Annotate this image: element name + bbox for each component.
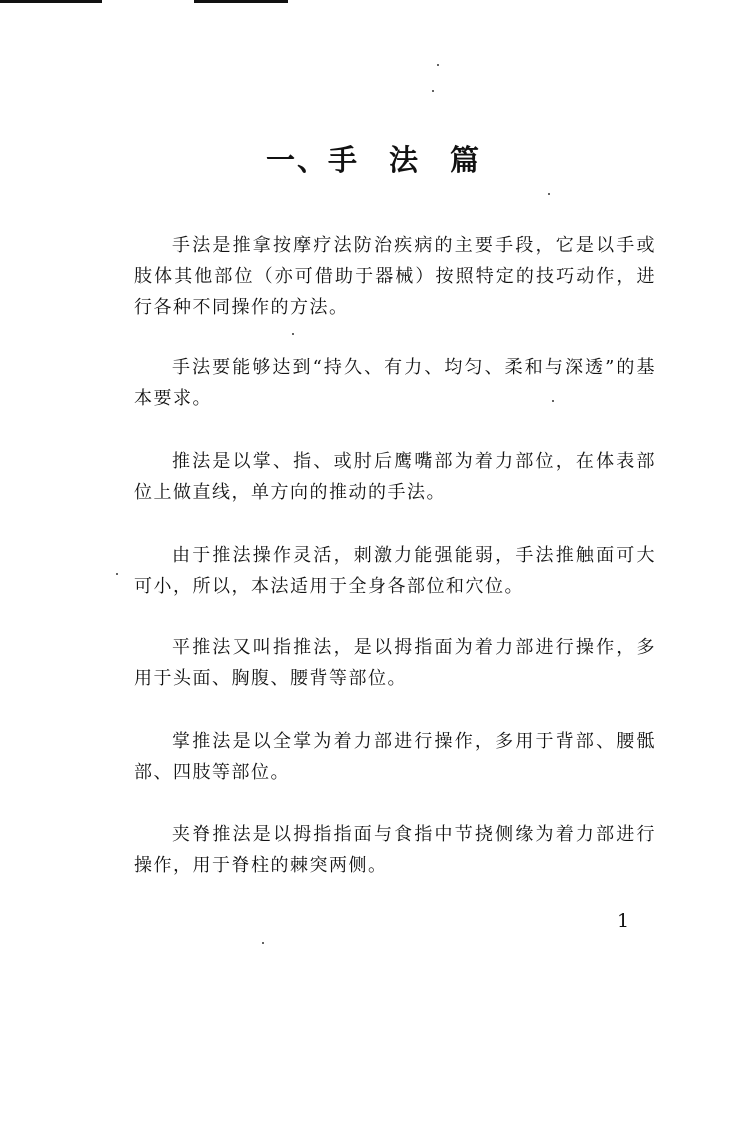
title-part: 篇 — [450, 143, 482, 177]
paragraph: 夹脊推法是以拇指指面与食指中节挠侧缘为着力部进行操作，用于脊柱的棘突两侧。 — [134, 824, 656, 876]
paragraph: 手法要能够达到“持久、有力、均匀、柔和与深透”的基本要求。 — [134, 357, 656, 409]
scan-speck — [292, 333, 294, 335]
scan-speck — [116, 573, 118, 575]
title-part: 法 — [388, 143, 420, 177]
page-number: 1 — [617, 910, 630, 932]
paragraph: 手法是推拿按摩疗法防治疾病的主要手段，它是以手或肢体其他部位（亦可借助于器械）按照特定的技巧动作，进行各种不同操作的方法。 — [134, 235, 656, 318]
top-rule-middle — [194, 0, 288, 3]
scan-speck — [437, 64, 439, 66]
page-title — [0, 138, 747, 179]
paragraph: 推法是以掌、指、或肘后鹰嘴部为着力部位，在体表部位上做直线，单方向的推动的手法。 — [134, 451, 656, 503]
scan-speck — [432, 90, 434, 92]
title-part: 一、手 — [265, 143, 359, 177]
scan-speck — [548, 193, 550, 195]
paragraph: 平推法又叫指推法，是以拇指面为着力部进行操作，多用于头面、胸腹、腰背等部位。 — [134, 637, 656, 689]
paragraph: 掌推法是以全掌为着力部进行操作，多用于背部、腰骶部、四肢等部位。 — [134, 731, 656, 783]
paragraph: 由于推法操作灵活，刺激力能强能弱，手法推触面可大可小，所以，本法适用于全身各部位和穴位。 — [134, 545, 656, 597]
scan-speck — [262, 942, 264, 944]
top-rule-left — [0, 0, 102, 3]
